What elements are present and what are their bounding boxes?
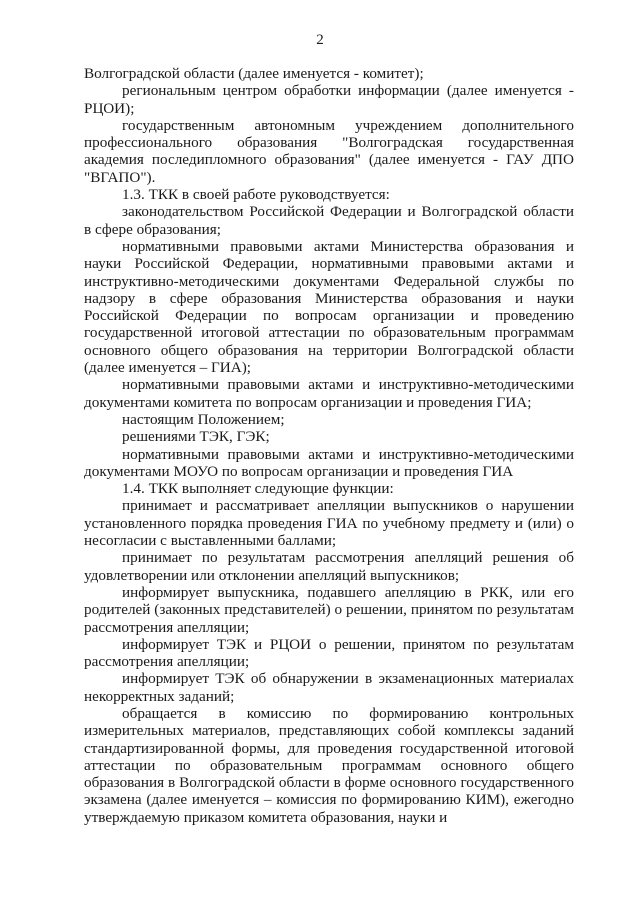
paragraph: Волгоградской области (далее именуется - комитет); — [84, 65, 424, 82]
paragraph: 1.4. ТКК выполняет следующие функции: — [122, 480, 394, 498]
paragraph: законодательством Российской Федерации и Волгоградской области в сфере образования; — [84, 203, 574, 238]
page-number: 2 — [316, 32, 324, 48]
paragraph: информирует выпускника, подавшего апелляцию в РКК, или его родителей (законных представителей) о решении, принятом по результатам рассмотрения апелляции; — [84, 583, 574, 636]
document-body — [84, 65, 574, 826]
paragraph: принимает по результатам рассмотрения апелляций решения об удовлетворении или отклонении апелляций выпускников; — [84, 549, 574, 584]
paragraph: обращается в комиссию по формированию контрольных измерительных материалов, представляющих собой комплексы заданий стандартизированной формы, для проведения государственной итоговой аттестации по образовательным программам основного общего образования в Волгоградской области в форме основного государственного экзамена (далее именуется – комиссия по формированию КИМ), ежегодно утверждаемую приказом комитета образования, науки и — [84, 704, 574, 826]
paragraph: государственным автономным учреждением дополнительного профессионального образования "Волгоградская государственная академия последипломного образования" (далее именуется - ГАУ ДПО "ВГАПО"). — [84, 116, 574, 186]
paragraph: нормативными правовыми актами и инструктивно-методическими документами комитета по вопросам организации и проведения ГИА; — [84, 376, 574, 411]
paragraph: принимает и рассматривает апелляции выпускников о нарушении установленного порядка проведения ГИА по учебному предмету и (или) о несогласии с выставленными баллами; — [84, 497, 574, 550]
paragraph: нормативными правовыми актами Министерства образования и науки Российской Федерации, нормативными правовыми актами и инструктивно-методическими документами Федеральной службы по надзору в сфере образования Министерства образования и науки Российской Федерации по вопросам организации и проведению государственной итоговой аттестации по образовательным программам основного общего образования на территории Волгоградской области (далее именуется – ГИА); — [84, 237, 574, 377]
paragraph: нормативными правовыми актами и инструктивно-методическими документами МОУО по вопросам организации и проведения ГИА — [84, 445, 574, 480]
paragraph: информирует ТЭК и РЦОИ о решении, принятом по результатам рассмотрения апелляции; — [84, 635, 574, 671]
paragraph: настоящим Положением; — [122, 410, 285, 428]
paragraph: региональным центром обработки информации (далее именуется - РЦОИ); — [84, 82, 574, 117]
paragraph: 1.3. ТКК в своей работе руководствуется: — [122, 186, 390, 204]
paragraph: информирует ТЭК об обнаружении в экзаменационных материалах некорректных заданий; — [84, 670, 574, 705]
paragraph: решениями ТЭК, ГЭК; — [122, 428, 270, 446]
